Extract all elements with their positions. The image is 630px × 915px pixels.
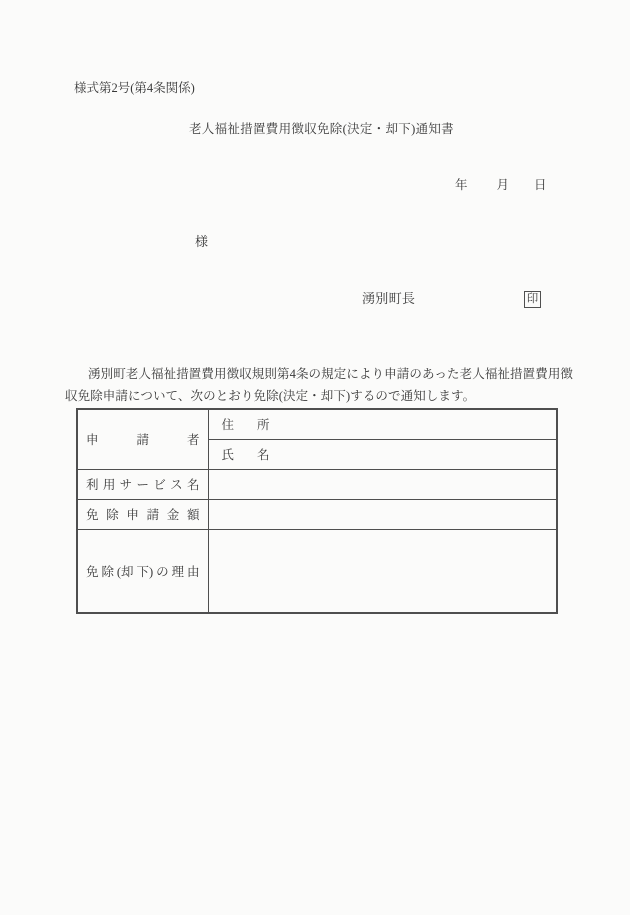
body-line-2: 収免除申請について、次のとおり免除(決定・却下)するので通知します。 [65,389,476,403]
table-row-address [77,409,557,439]
document-title: 老人福祉措置費用徴収免除(決定・却下)通知書 [189,122,454,136]
label-token: 名 [256,448,270,462]
applicant-label [86,430,200,448]
label-token: の [156,564,169,579]
label-token: 金 [166,508,180,522]
table-row-service [77,469,557,499]
applicant-label-cell [77,409,208,469]
label-token: 除 [106,508,119,522]
month-label: 月 [496,178,510,192]
table-row-reason [77,529,557,613]
label-token: 由 [186,564,200,579]
label-token: 住 [221,418,235,433]
label-token: 氏 [221,448,235,462]
seal-box [524,291,541,308]
service-label [86,475,200,493]
name-cell [208,439,557,469]
label-token: サ [119,478,133,492]
label-token: 除 [101,564,114,579]
form-number: 様式第2号(第4条関係) [74,81,195,95]
amount-value-cell [208,499,557,529]
table-row-amount [77,499,557,529]
label-token: ビ [153,478,166,492]
reason-label [86,562,200,580]
label-token: 額 [186,508,200,522]
label-token: (却 [116,564,134,579]
label-token: 請 [136,433,149,448]
seal-label: 印 [526,292,539,305]
label-token: 理 [171,564,185,579]
label-token: 用 [102,478,116,492]
label-token: 申 [126,508,139,522]
notice-table [76,408,558,614]
address-cell [208,409,557,439]
label-token: 利 [86,478,99,492]
amount-label [86,505,200,523]
label-token: 者 [186,433,200,448]
reason-label-cell [77,529,208,613]
name-label [222,445,270,463]
day-label: 日 [534,178,547,192]
label-token: ー [136,478,149,492]
addressee-honorific: 様 [195,234,209,249]
label-token: 申 [86,433,99,448]
amount-label-cell [77,499,208,529]
label-token: 下) [136,564,154,579]
label-token: ス [170,478,183,492]
body-line-1: 湧別町老人福祉措置費用徴収規則第4条の規定により申請のあった老人福祉措置費用徴 [88,367,574,381]
label-token: 免 [86,508,99,522]
date-line [455,178,547,192]
label-token: 請 [146,508,160,522]
address-label [222,415,270,433]
issuer-name: 湧別町長 [362,291,416,306]
service-label-cell [77,469,208,499]
label-token: 免 [86,564,99,579]
label-token: 名 [186,478,200,492]
reason-value-cell [208,529,557,613]
label-token: 所 [256,418,270,433]
service-value-cell [208,469,557,499]
year-label: 年 [455,178,468,192]
